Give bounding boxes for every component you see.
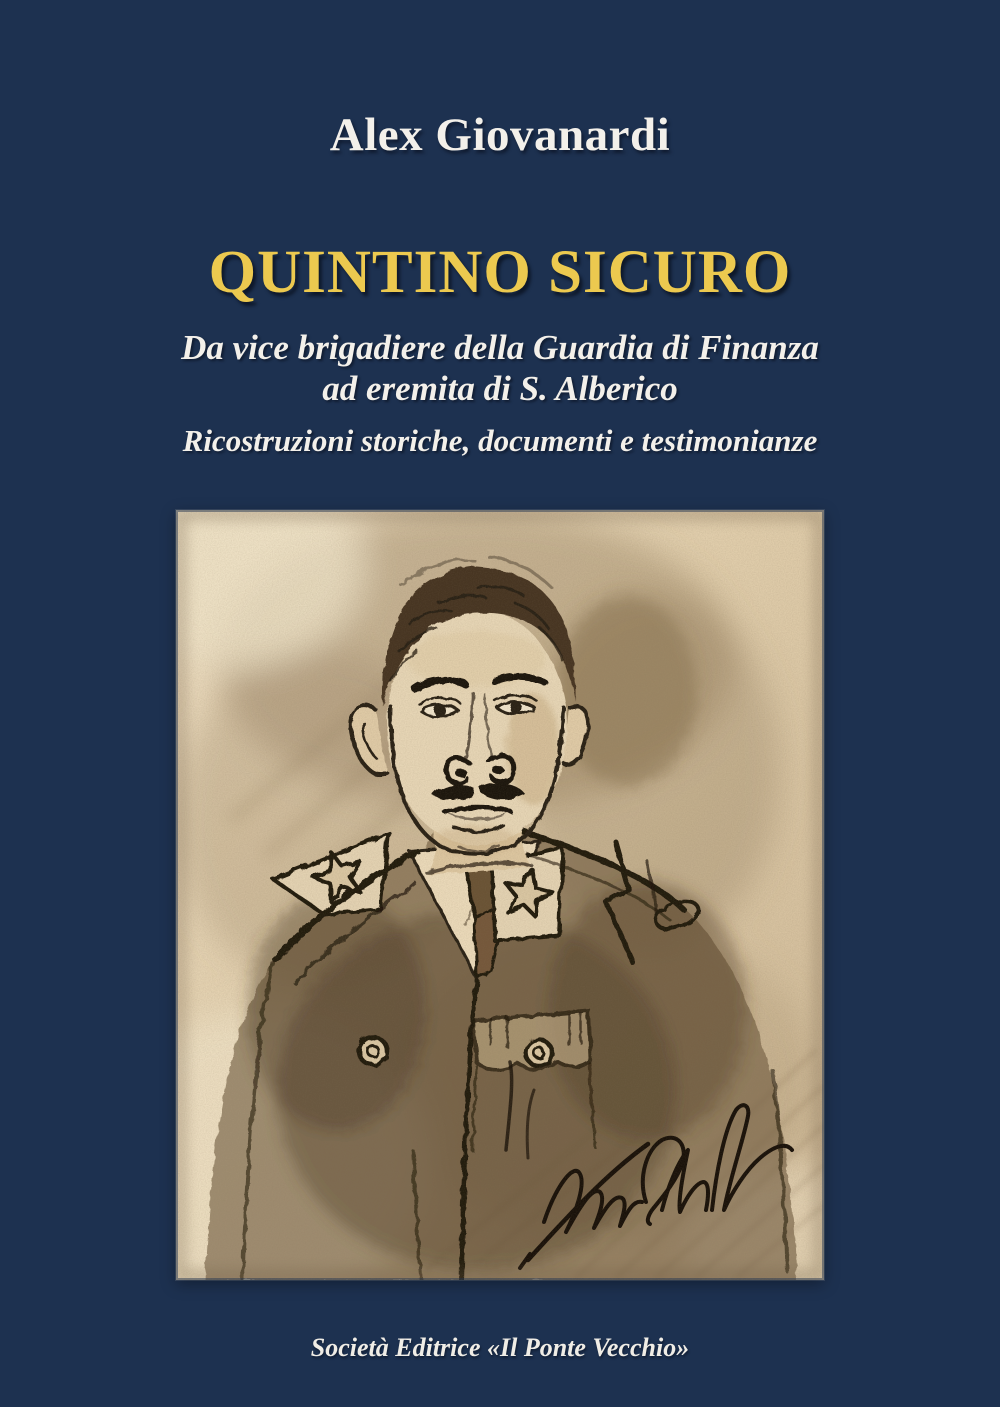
subtitle-line-2: ad eremita di S. Alberico (322, 368, 678, 408)
subtitle-line-1: Da vice brigadiere della Guardia di Finanza (181, 328, 819, 367)
publisher-imprint: Società Editrice «Il Ponte Vecchio» (310, 1333, 690, 1362)
book-subtitle (0, 328, 1000, 409)
book-title: QUINTINO SICURO (208, 239, 792, 306)
book-tagline: Ricostruzioni storiche, documenti e testimonianze (182, 423, 818, 458)
charcoal-portrait-sketch (176, 510, 824, 1280)
author-name: Alex Giovanardi (329, 109, 671, 161)
portrait-illustration (176, 510, 824, 1280)
